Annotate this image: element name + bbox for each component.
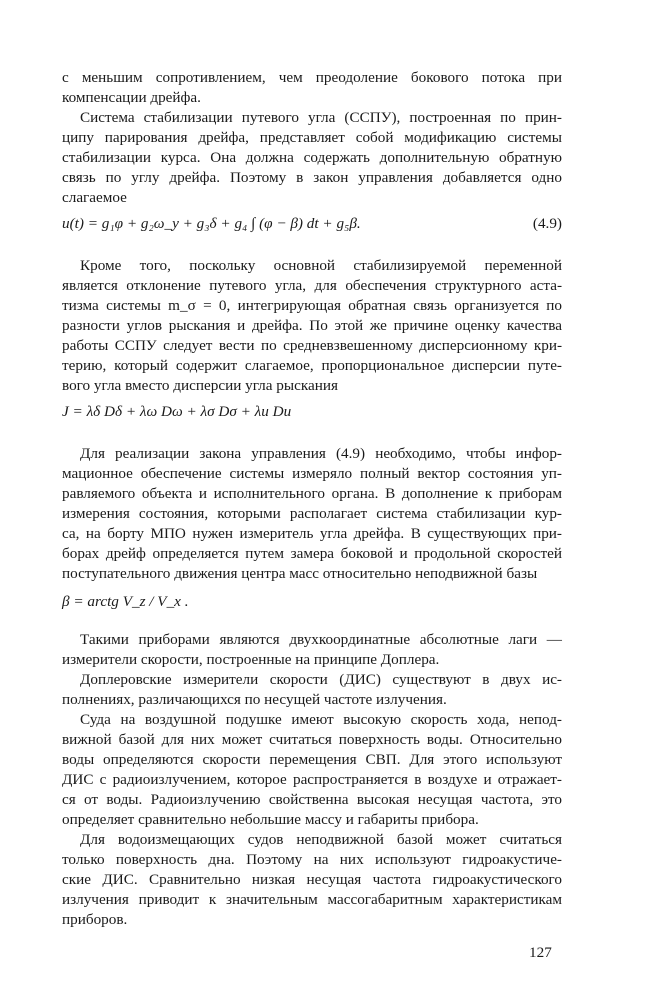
text-line: ДИС с радиоизлучением, которое распространяется в воздухе и отражает- — [62, 771, 562, 788]
text-line: вого угла вместо дисперсии угла рыскания — [62, 377, 338, 394]
formula-text: β = arctg V_z / V_x . — [62, 593, 189, 610]
text-line: измерители скорости, построенные на принципе Доплера. — [62, 651, 440, 668]
text-line: излучения приводит к значительным массогабаритным характеристикам — [62, 891, 562, 908]
text-line: разности углов рыскания и дрейфа. По этой же причине оценку качества — [62, 317, 562, 334]
page-number: 127 — [529, 944, 552, 961]
text-line: является отклонение путевого угла, для обеспечения структурного аста- — [62, 277, 562, 294]
text-line: полнениях, различающихся по несущей частоте излучения. — [62, 691, 447, 708]
text-line: равляемого объекта и исполнительного органа. В дополнение к приборам — [62, 485, 562, 502]
formula-drift-angle — [62, 590, 562, 614]
formula-text: u(t) = g₁φ + g₂ω_y + g₃δ + g₄ ∫ (φ − β) dt + g₅β. — [62, 215, 361, 232]
text-line: вижной базой для них может считаться поверхность воды. Относительно — [62, 731, 562, 748]
text-line: Система стабилизации путевого угла (ССПУ), построенная по прин- — [80, 109, 562, 126]
text-line: борах дрейф определяется путем замера боковой и продольной скоростей — [62, 545, 562, 562]
text-line: стабилизации курса. Она должна содержать дополнительную обратную — [62, 149, 562, 166]
text-line: слагаемое — [62, 189, 127, 206]
text-line: компенсации дрейфа. — [62, 89, 201, 106]
text-line: Кроме того, поскольку основной стабилизируемой переменной — [80, 257, 562, 274]
text-line: приборов. — [62, 911, 128, 928]
text-line: ципу парирования дрейфа, представляет собой модификацию системы — [62, 129, 562, 146]
text-line: измерения состояния, которыми располагает система стабилизации кур- — [62, 505, 562, 522]
text-line: воды определяются скорости перемещения СВП. Для этого используют — [62, 751, 562, 768]
formula-4-9 — [62, 212, 562, 236]
text-line: работы ССПУ следует вести по средневзвешенному дисперсионному кри- — [62, 337, 562, 354]
text-line: Суда на воздушной подушке имеют высокую скорость хода, непод- — [80, 711, 562, 728]
formula-text: J = λδ Dδ + λω Dω + λσ Dσ + λu Du — [62, 403, 292, 420]
text-line: терию, который содержит слагаемое, пропорциональное дисперсии путе- — [62, 357, 562, 374]
formula-number: (4.9) — [532, 215, 562, 232]
text-line: са, на борту МПО нужен измеритель угла дрейфа. В существующих при- — [62, 525, 562, 542]
text-line: мационное обеспечение системы измеряло полный вектор состояния уп- — [62, 465, 562, 482]
formula-criterion — [62, 400, 562, 424]
text-line: связь по углу дрейфа. Поэтому в закон управления добавляется одно — [62, 169, 562, 186]
text-line: с меньшим сопротивлением, чем преодоление бокового потока при — [62, 69, 562, 86]
text-line: определяет сравнительно небольшие массу и габариты прибора. — [62, 811, 479, 828]
text-line: Для реализации закона управления (4.9) необходимо, чтобы инфор- — [80, 445, 562, 462]
text-line: ся от воды. Радиоизлучению свойственна высокая несущая частота, это — [62, 791, 562, 808]
text-line: поступательного движения центра масс относительно неподвижной базы — [62, 565, 538, 582]
text-line: тизма системы m_σ = 0, интегрирующая обратная связь организуется по — [62, 297, 562, 314]
text-line: Такими приборами являются двухкоординатные абсолютные лаги — — [80, 631, 562, 648]
text-line: Для водоизмещающих судов неподвижной базой может считаться — [80, 831, 562, 848]
text-line: Доплеровские измерители скорости (ДИС) существуют в двух ис- — [80, 671, 562, 688]
text-line: только поверхность дна. Поэтому на них используют гидроакустиче- — [62, 851, 562, 868]
text-line: ские ДИС. Сравнительно низкая несущая частота гидроакустического — [62, 871, 562, 888]
